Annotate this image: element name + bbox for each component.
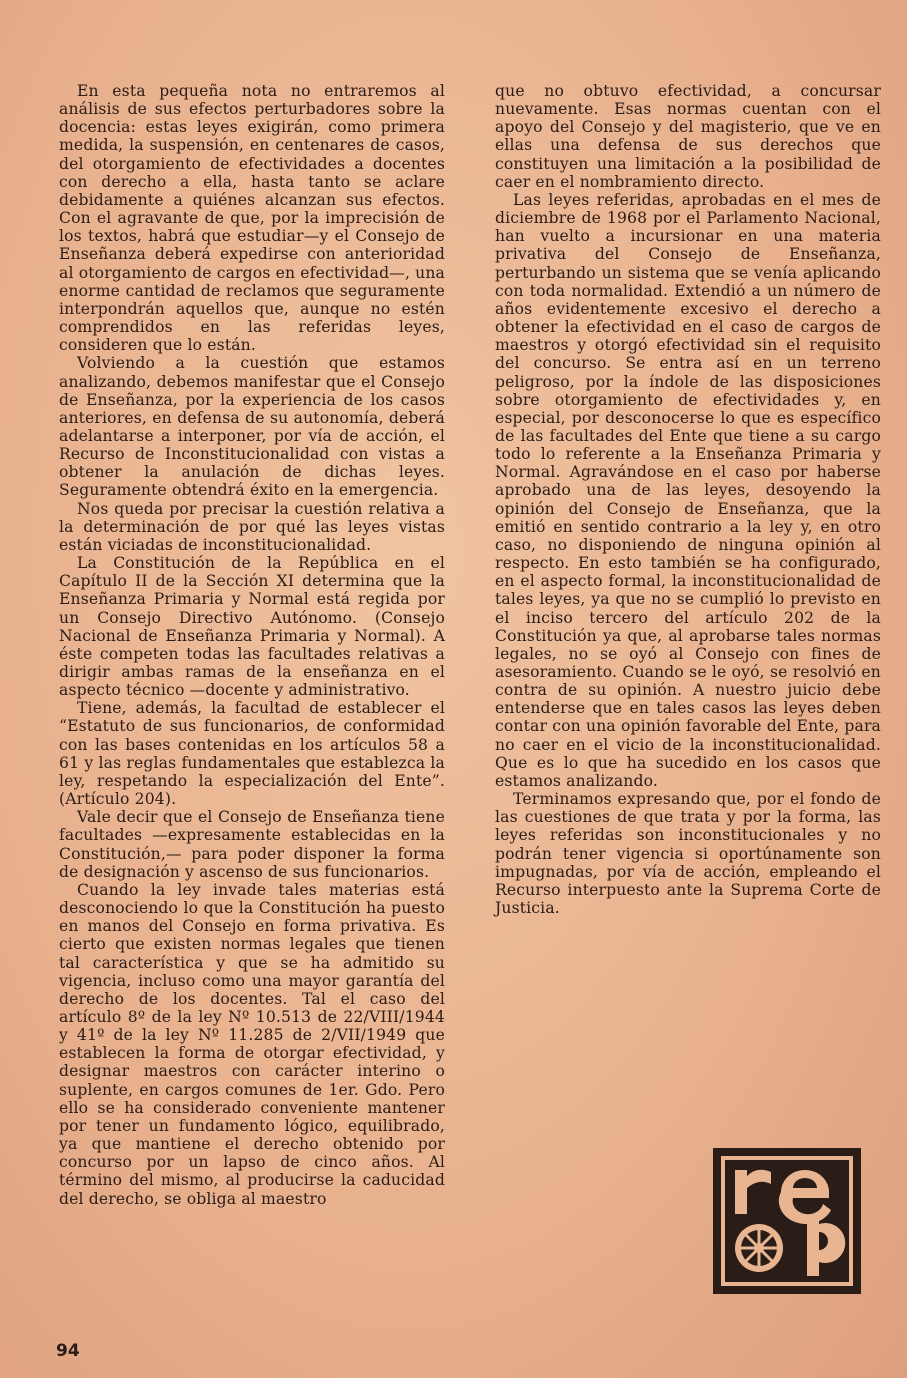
rep-emblem-logo <box>711 1146 863 1296</box>
text-column-left <box>59 82 445 1208</box>
paragraph: Vale decir que el Consejo de Enseñanza tiene facultades —expresamente establecidas en la Constitución,— para poder disponer la forma de designación y ascenso de sus funcionarios. <box>59 808 445 881</box>
paragraph: Volviendo a la cuestión que estamos analizando, debemos manifestar que el Consejo de Enseñanza, por la experiencia de los casos anteriores, en defensa de su autonomía, deberá adelantarse a interponer, por vía de acción, el Recurso de Inconstitucionalidad con vistas a obtener la anulación de dichas leyes. Seguramente obtendrá éxito en la emergencia. <box>59 354 445 500</box>
paragraph: En esta pequeña nota no entraremos al análisis de sus efectos perturbadores sobre la docencia: estas leyes exigirán, como primera medida, la suspensión, en centenares de casos, del otorgamiento de efectividades a docentes con derecho a ella, hasta tanto se aclare debidamente a quiénes alcanzan sus efectos. Con el agravante de que, por la imprecisión de los textos, habrá que estudiar—y el Consejo de Enseñanza deberá expedirse con anterioridad al otorgamiento de cargos en efectividad—, una enorme cantidad de reclamos que seguramente interpondrán aquellos que, aunque no estén comprendidos en las referidas leyes, consideren que lo están. <box>59 82 445 355</box>
paragraph: Las leyes referidas, aprobadas en el mes de diciembre de 1968 por el Parlamento Nacional, han vuelto a incursionar en una materia privativa del Consejo de Enseñanza, perturbando un sistema que se venía aplicando con toda normalidad. Extendió a un número de años evidentemente excesivo el derecho a obtener la efectividad en el caso de cargos de maestros y otorgó efectividad sin el requisito del concurso. Se entra así en un terreno peligroso, por la índole de las disposiciones sobre otorgamiento de efectividades y, en especial, por desconocerse lo que es específico de las facultades del Ente que tiene a su cargo todo lo referente a la Enseñanza Primaria y Normal. Agravándose en el caso por haberse aprobado una de las leyes, desoyendo la opinión del Consejo de Enseñanza, que la emitió en sentido contrario a la ley y, en otro caso, no disponiendo de ninguna opinión al respecto. En esto también se ha configurado, en el aspecto formal, la inconstitucionalidad de tales leyes, ya que no se cumplió lo previsto en el inciso tercero del artículo 202 de la Constitución ya que, al aprobarse tales normas legales, no se oyó al Consejo con fines de asesoramiento. Cuando se le oyó, se resolvió en contra de su opinión. A nuestro juicio debe entenderse que en tales casos las leyes deben contar con una opinión favorable del Ente, para no caer en el vicio de la inconstitucionalidad. Que es lo que ha sucedido en los casos que estamos analizando. <box>495 190 881 790</box>
text-column-right <box>495 82 881 917</box>
paragraph: Terminamos expresando que, por el fondo de las cuestiones de que trata y por la forma, las leyes referidas son inconstitucionales y no podrán tener vigencia si oportúnamente son impugnadas, por vía de acción, empleando el Recurso interpuesto ante la Suprema Corte de Justicia. <box>495 790 881 918</box>
paragraph: Cuando la ley invade tales materias está desconociendo lo que la Constitución ha puesto en manos del Consejo en forma privativa. Es cierto que existen normas legales que tienen tal característica y que se ha admitido su vigencia, incluso como una mayor garantía del derecho de los docentes. Tal el caso del artículo 8º de la ley Nº 10.513 de 22/VIII/1944 y 41º de la ley Nº 11.285 de 2/VII/1949 que establecen la forma de otorgar efectividad, y designar maestros con carácter interino o suplente, en cargos comunes de 1er. Gdo. Pero ello se ha considerado conveniente mantener por tener un fundamento lógico, equilibrado, ya que mantiene el derecho obtenido por concurso por un lapso de cinco años. Al término del mismo, al producirse la caducidad del derecho, se obliga al maestro <box>59 880 445 1208</box>
page-number: 94 <box>56 1341 80 1361</box>
paragraph: La Constitución de la República en el Capítulo II de la Sección XI determina que la Enseñanza Primaria y Normal está regida por un Consejo Directivo Autónomo. (Consejo Nacional de Enseñanza Primaria y Normal). A éste competen todas las facultades relativas a dirigir ambas ramas de la enseñanza en el aspecto técnico —docente y administrativo. <box>59 554 445 700</box>
paragraph: Nos queda por precisar la cuestión relativa a la determinación de por qué las leyes vistas están viciadas de inconstitucionalidad. <box>59 499 445 554</box>
paragraph: Tiene, además, la facultad de establecer el “Estatuto de sus funcionarios, de conformidad con las bases contenidas en los artículos 58 a 61 y las reglas fundamentales que establezca la ley, respetando la especialización del Ente”. (Artículo 204). <box>59 699 445 809</box>
paragraph: que no obtuvo efectividad, a concursar nuevamente. Esas normas cuentan con el apoyo del Consejo y del magisterio, que ve en ellas una defensa de sus derechos que constituyen una limitación a la posibilidad de caer en el nombramiento directo. <box>495 82 881 191</box>
